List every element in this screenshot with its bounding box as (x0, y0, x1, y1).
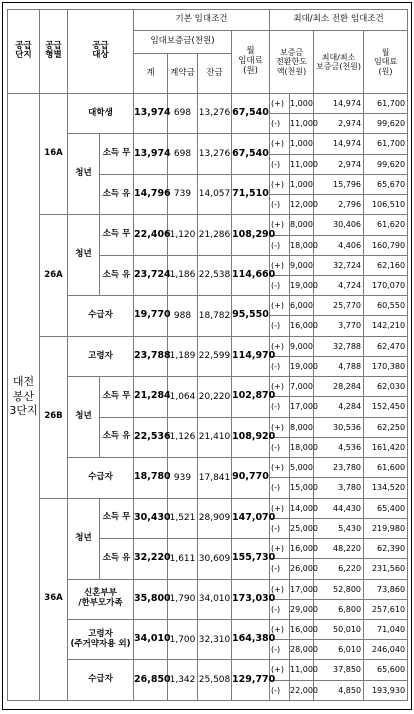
monthly-rent-cell: 90,770 (232, 458, 270, 498)
header-deposit-balance: 잔금 (198, 54, 232, 94)
conversion-deposit-cell: 6,010 (314, 640, 364, 660)
conversion-rent-cell: 65,600 (364, 660, 408, 680)
header-basic-conditions: 기본 임대조건 (134, 10, 270, 31)
conversion-deposit-cell: 6,220 (314, 559, 364, 579)
conversion-rent-cell: 65,400 (364, 498, 408, 518)
conversion-deposit-cell: 30,536 (314, 417, 364, 437)
header-conversion-conditions: 최대/최소 전환 임대조건 (270, 10, 408, 31)
supply-target-cell: 대학생 (68, 93, 134, 133)
conversion-limit-cell: 9,000 (290, 336, 314, 356)
conversion-limit-cell: 18,000 (290, 235, 314, 255)
deposit-balance-cell: 30,609 (198, 539, 232, 579)
rent-conditions-table (7, 9, 408, 701)
conversion-sign: (+) (270, 134, 290, 154)
income-cell: 소득 무 (100, 134, 134, 174)
conversion-limit-cell: 11,000 (290, 114, 314, 134)
header-conversion-rent: 월 임대료 (원) (364, 30, 408, 93)
monthly-rent-cell: 155,730 (232, 539, 270, 579)
conversion-sign: (+) (270, 539, 290, 559)
conversion-limit-cell: 8,000 (290, 417, 314, 437)
header-conversion-deposit: 최대/최소 보증금(천원) (314, 30, 364, 93)
conversion-limit-cell: 16,000 (290, 539, 314, 559)
conversion-limit-cell: 26,000 (290, 559, 314, 579)
conversion-limit-cell: 6,000 (290, 296, 314, 316)
supply-target-cell: 고령자 (68, 336, 134, 376)
conversion-sign: (-) (270, 235, 290, 255)
rent-conditions-document (2, 2, 412, 710)
conversion-rent-cell: 231,560 (364, 559, 408, 579)
deposit-total-cell: 14,796 (134, 174, 168, 214)
table-row (8, 498, 408, 518)
deposit-total-cell: 19,770 (134, 296, 168, 336)
conversion-rent-cell: 170,070 (364, 275, 408, 295)
conversion-deposit-cell: 2,796 (314, 195, 364, 215)
deposit-balance-cell: 28,909 (198, 498, 232, 538)
deposit-balance-cell: 20,220 (198, 377, 232, 417)
income-cell: 소득 무 (100, 498, 134, 538)
conversion-deposit-cell: 4,406 (314, 235, 364, 255)
deposit-balance-cell: 32,310 (198, 619, 232, 659)
deposit-contract-cell: 939 (168, 458, 198, 498)
income-cell: 소득 유 (100, 417, 134, 457)
deposit-total-cell: 26,850 (134, 660, 168, 701)
conversion-rent-cell: 60,550 (364, 296, 408, 316)
deposit-balance-cell: 17,841 (198, 458, 232, 498)
deposit-contract-cell: 1,126 (168, 417, 198, 457)
deposit-contract-cell: 698 (168, 134, 198, 174)
conversion-limit-cell: 19,000 (290, 275, 314, 295)
conversion-rent-cell: 152,450 (364, 397, 408, 417)
conversion-deposit-cell: 4,724 (314, 275, 364, 295)
deposit-total-cell: 22,536 (134, 417, 168, 457)
table-row (8, 660, 408, 680)
conversion-sign: (+) (270, 458, 290, 478)
deposit-balance-cell: 18,782 (198, 296, 232, 336)
conversion-sign: (-) (270, 680, 290, 700)
supply-type-cell: 16A (40, 93, 68, 214)
deposit-total-cell: 32,220 (134, 539, 168, 579)
deposit-contract-cell: 1,700 (168, 619, 198, 659)
conversion-rent-cell: 61,620 (364, 215, 408, 235)
conversion-sign: (+) (270, 417, 290, 437)
supply-target-cell: 수급자 (68, 296, 134, 336)
table-row (8, 134, 408, 154)
conversion-sign: (-) (270, 437, 290, 457)
conversion-sign: (-) (270, 114, 290, 134)
conversion-deposit-cell: 5,430 (314, 518, 364, 538)
conversion-limit-cell: 19,000 (290, 356, 314, 376)
conversion-deposit-cell: 52,800 (314, 579, 364, 599)
conversion-rent-cell: 62,470 (364, 336, 408, 356)
conversion-limit-cell: 22,000 (290, 680, 314, 700)
conversion-limit-cell: 5,000 (290, 458, 314, 478)
header-conversion-limit: 보증금 전환한도 액(천원) (270, 30, 314, 93)
deposit-contract-cell: 1,611 (168, 539, 198, 579)
conversion-limit-cell: 25,000 (290, 518, 314, 538)
deposit-contract-cell: 1,790 (168, 579, 198, 619)
deposit-total-cell: 34,010 (134, 619, 168, 659)
conversion-limit-cell: 18,000 (290, 437, 314, 457)
conversion-deposit-cell: 37,850 (314, 660, 364, 680)
conversion-rent-cell: 65,670 (364, 174, 408, 194)
conversion-deposit-cell: 48,220 (314, 539, 364, 559)
conversion-deposit-cell: 32,788 (314, 336, 364, 356)
conversion-limit-cell: 16,000 (290, 316, 314, 336)
conversion-limit-cell: 28,000 (290, 640, 314, 660)
conversion-sign: (+) (270, 215, 290, 235)
deposit-balance-cell: 22,538 (198, 255, 232, 295)
conversion-sign: (+) (270, 498, 290, 518)
supply-target-cell: 고령자 (주거약자용 외) (68, 619, 134, 659)
header-deposit-total: 계 (134, 54, 168, 94)
supply-target-cell: 수급자 (68, 458, 134, 498)
deposit-contract-cell: 988 (168, 296, 198, 336)
conversion-deposit-cell: 50,010 (314, 619, 364, 639)
monthly-rent-cell: 114,660 (232, 255, 270, 295)
deposit-contract-cell: 1,342 (168, 660, 198, 701)
conversion-rent-cell: 106,510 (364, 195, 408, 215)
conversion-sign: (+) (270, 174, 290, 194)
conversion-deposit-cell: 2,974 (314, 154, 364, 174)
conversion-sign: (-) (270, 154, 290, 174)
monthly-rent-cell: 164,380 (232, 619, 270, 659)
conversion-deposit-cell: 4,536 (314, 437, 364, 457)
conversion-rent-cell: 257,610 (364, 599, 408, 619)
supply-type-cell: 26A (40, 215, 68, 336)
monthly-rent-cell: 114,970 (232, 336, 270, 376)
monthly-rent-cell: 71,510 (232, 174, 270, 214)
conversion-deposit-cell: 2,974 (314, 114, 364, 134)
conversion-limit-cell: 11,000 (290, 154, 314, 174)
conversion-deposit-cell: 4,850 (314, 680, 364, 700)
conversion-limit-cell: 1,000 (290, 174, 314, 194)
conversion-rent-cell: 71,040 (364, 619, 408, 639)
conversion-rent-cell: 62,030 (364, 377, 408, 397)
conversion-limit-cell: 11,000 (290, 660, 314, 680)
deposit-contract-cell: 1,064 (168, 377, 198, 417)
header-supply-target: 공급 대상 (68, 10, 134, 94)
income-cell: 소득 유 (100, 539, 134, 579)
deposit-total-cell: 13,974 (134, 134, 168, 174)
conversion-deposit-cell: 6,800 (314, 599, 364, 619)
supply-target-cell: 청년 (68, 377, 100, 458)
conversion-deposit-cell: 25,770 (314, 296, 364, 316)
conversion-deposit-cell: 14,974 (314, 93, 364, 113)
table-row (8, 93, 408, 113)
supply-target-cell: 수급자 (68, 660, 134, 701)
conversion-sign: (+) (270, 93, 290, 113)
conversion-sign: (-) (270, 397, 290, 417)
conversion-sign: (+) (270, 255, 290, 275)
deposit-total-cell: 13,974 (134, 93, 168, 133)
deposit-total-cell: 30,430 (134, 498, 168, 538)
deposit-balance-cell: 34,010 (198, 579, 232, 619)
conversion-deposit-cell: 14,974 (314, 134, 364, 154)
header-deposit-contract: 계약금 (168, 54, 198, 94)
deposit-balance-cell: 25,508 (198, 660, 232, 701)
conversion-sign: (-) (270, 195, 290, 215)
table-row (8, 458, 408, 478)
deposit-contract-cell: 698 (168, 93, 198, 133)
deposit-contract-cell: 1,120 (168, 215, 198, 255)
income-cell: 소득 유 (100, 174, 134, 214)
conversion-sign: (-) (270, 599, 290, 619)
deposit-contract-cell: 1,186 (168, 255, 198, 295)
conversion-sign: (+) (270, 336, 290, 356)
conversion-limit-cell: 16,000 (290, 619, 314, 639)
conversion-limit-cell: 7,000 (290, 377, 314, 397)
deposit-balance-cell: 14,057 (198, 174, 232, 214)
monthly-rent-cell: 102,870 (232, 377, 270, 417)
conversion-limit-cell: 17,000 (290, 579, 314, 599)
conversion-sign: (-) (270, 275, 290, 295)
deposit-total-cell: 22,406 (134, 215, 168, 255)
deposit-balance-cell: 21,410 (198, 417, 232, 457)
conversion-deposit-cell: 4,788 (314, 356, 364, 376)
conversion-deposit-cell: 3,770 (314, 316, 364, 336)
conversion-rent-cell: 62,250 (364, 417, 408, 437)
conversion-rent-cell: 73,860 (364, 579, 408, 599)
conversion-sign: (-) (270, 316, 290, 336)
conversion-deposit-cell: 32,724 (314, 255, 364, 275)
conversion-limit-cell: 8,000 (290, 215, 314, 235)
conversion-rent-cell: 193,930 (364, 680, 408, 700)
conversion-limit-cell: 12,000 (290, 195, 314, 215)
income-cell: 소득 유 (100, 255, 134, 295)
conversion-deposit-cell: 4,284 (314, 397, 364, 417)
conversion-deposit-cell: 23,780 (314, 458, 364, 478)
deposit-balance-cell: 21,286 (198, 215, 232, 255)
deposit-total-cell: 35,800 (134, 579, 168, 619)
conversion-limit-cell: 1,000 (290, 134, 314, 154)
conversion-deposit-cell: 44,430 (314, 498, 364, 518)
conversion-rent-cell: 160,790 (364, 235, 408, 255)
deposit-contract-cell: 739 (168, 174, 198, 214)
supply-target-cell: 청년 (68, 498, 100, 579)
monthly-rent-cell: 108,290 (232, 215, 270, 255)
table-row (8, 336, 408, 356)
deposit-total-cell: 23,788 (134, 336, 168, 376)
income-cell: 소득 무 (100, 377, 134, 417)
deposit-balance-cell: 13,276 (198, 134, 232, 174)
conversion-rent-cell: 134,520 (364, 478, 408, 498)
conversion-sign: (-) (270, 478, 290, 498)
conversion-limit-cell: 17,000 (290, 397, 314, 417)
conversion-rent-cell: 61,600 (364, 458, 408, 478)
monthly-rent-cell: 108,920 (232, 417, 270, 457)
deposit-total-cell: 18,780 (134, 458, 168, 498)
conversion-rent-cell: 62,160 (364, 255, 408, 275)
conversion-sign: (+) (270, 619, 290, 639)
conversion-rent-cell: 99,620 (364, 154, 408, 174)
deposit-contract-cell: 1,189 (168, 336, 198, 376)
conversion-rent-cell: 161,420 (364, 437, 408, 457)
deposit-total-cell: 21,284 (134, 377, 168, 417)
header-deposit-group: 임대보증금(천원) (134, 30, 232, 53)
monthly-rent-cell: 67,540 (232, 93, 270, 133)
conversion-sign: (-) (270, 518, 290, 538)
monthly-rent-cell: 173,030 (232, 579, 270, 619)
conversion-limit-cell: 9,000 (290, 255, 314, 275)
conversion-sign: (-) (270, 559, 290, 579)
table-row (8, 296, 408, 316)
table-row (8, 579, 408, 599)
deposit-contract-cell: 1,521 (168, 498, 198, 538)
conversion-sign: (-) (270, 640, 290, 660)
conversion-rent-cell: 142,210 (364, 316, 408, 336)
table-row (8, 619, 408, 639)
conversion-rent-cell: 170,380 (364, 356, 408, 376)
header-supply-type: 공급 형별 (40, 10, 68, 94)
conversion-rent-cell: 246,040 (364, 640, 408, 660)
supply-type-cell: 36A (40, 498, 68, 700)
conversion-rent-cell: 219,980 (364, 518, 408, 538)
monthly-rent-cell: 67,540 (232, 134, 270, 174)
monthly-rent-cell: 95,550 (232, 296, 270, 336)
conversion-limit-cell: 15,000 (290, 478, 314, 498)
conversion-deposit-cell: 15,796 (314, 174, 364, 194)
conversion-rent-cell: 62,390 (364, 539, 408, 559)
deposit-balance-cell: 13,276 (198, 93, 232, 133)
supply-target-cell: 청년 (68, 134, 100, 215)
conversion-sign: (-) (270, 356, 290, 376)
deposit-balance-cell: 22,599 (198, 336, 232, 376)
conversion-deposit-cell: 30,406 (314, 215, 364, 235)
income-cell: 소득 무 (100, 215, 134, 255)
conversion-rent-cell: 99,620 (364, 114, 408, 134)
complex-name: 대전 봉산 3단지 (8, 93, 40, 700)
conversion-rent-cell: 61,700 (364, 93, 408, 113)
supply-target-cell: 신혼부부 /한부모가족 (68, 579, 134, 619)
conversion-rent-cell: 61,700 (364, 134, 408, 154)
monthly-rent-cell: 147,070 (232, 498, 270, 538)
header-supply-complex: 공급 단지 (8, 10, 40, 94)
conversion-sign: (+) (270, 377, 290, 397)
supply-target-cell: 청년 (68, 215, 100, 296)
table-row (8, 215, 408, 235)
supply-type-cell: 26B (40, 336, 68, 498)
monthly-rent-cell: 129,770 (232, 660, 270, 701)
conversion-sign: (+) (270, 579, 290, 599)
header-monthly-rent: 월 임대료 (원) (232, 30, 270, 93)
conversion-limit-cell: 29,000 (290, 599, 314, 619)
conversion-sign: (+) (270, 660, 290, 680)
deposit-total-cell: 23,724 (134, 255, 168, 295)
conversion-deposit-cell: 28,284 (314, 377, 364, 397)
conversion-limit-cell: 1,000 (290, 93, 314, 113)
conversion-deposit-cell: 3,780 (314, 478, 364, 498)
table-row (8, 377, 408, 397)
conversion-sign: (+) (270, 296, 290, 316)
conversion-limit-cell: 14,000 (290, 498, 314, 518)
